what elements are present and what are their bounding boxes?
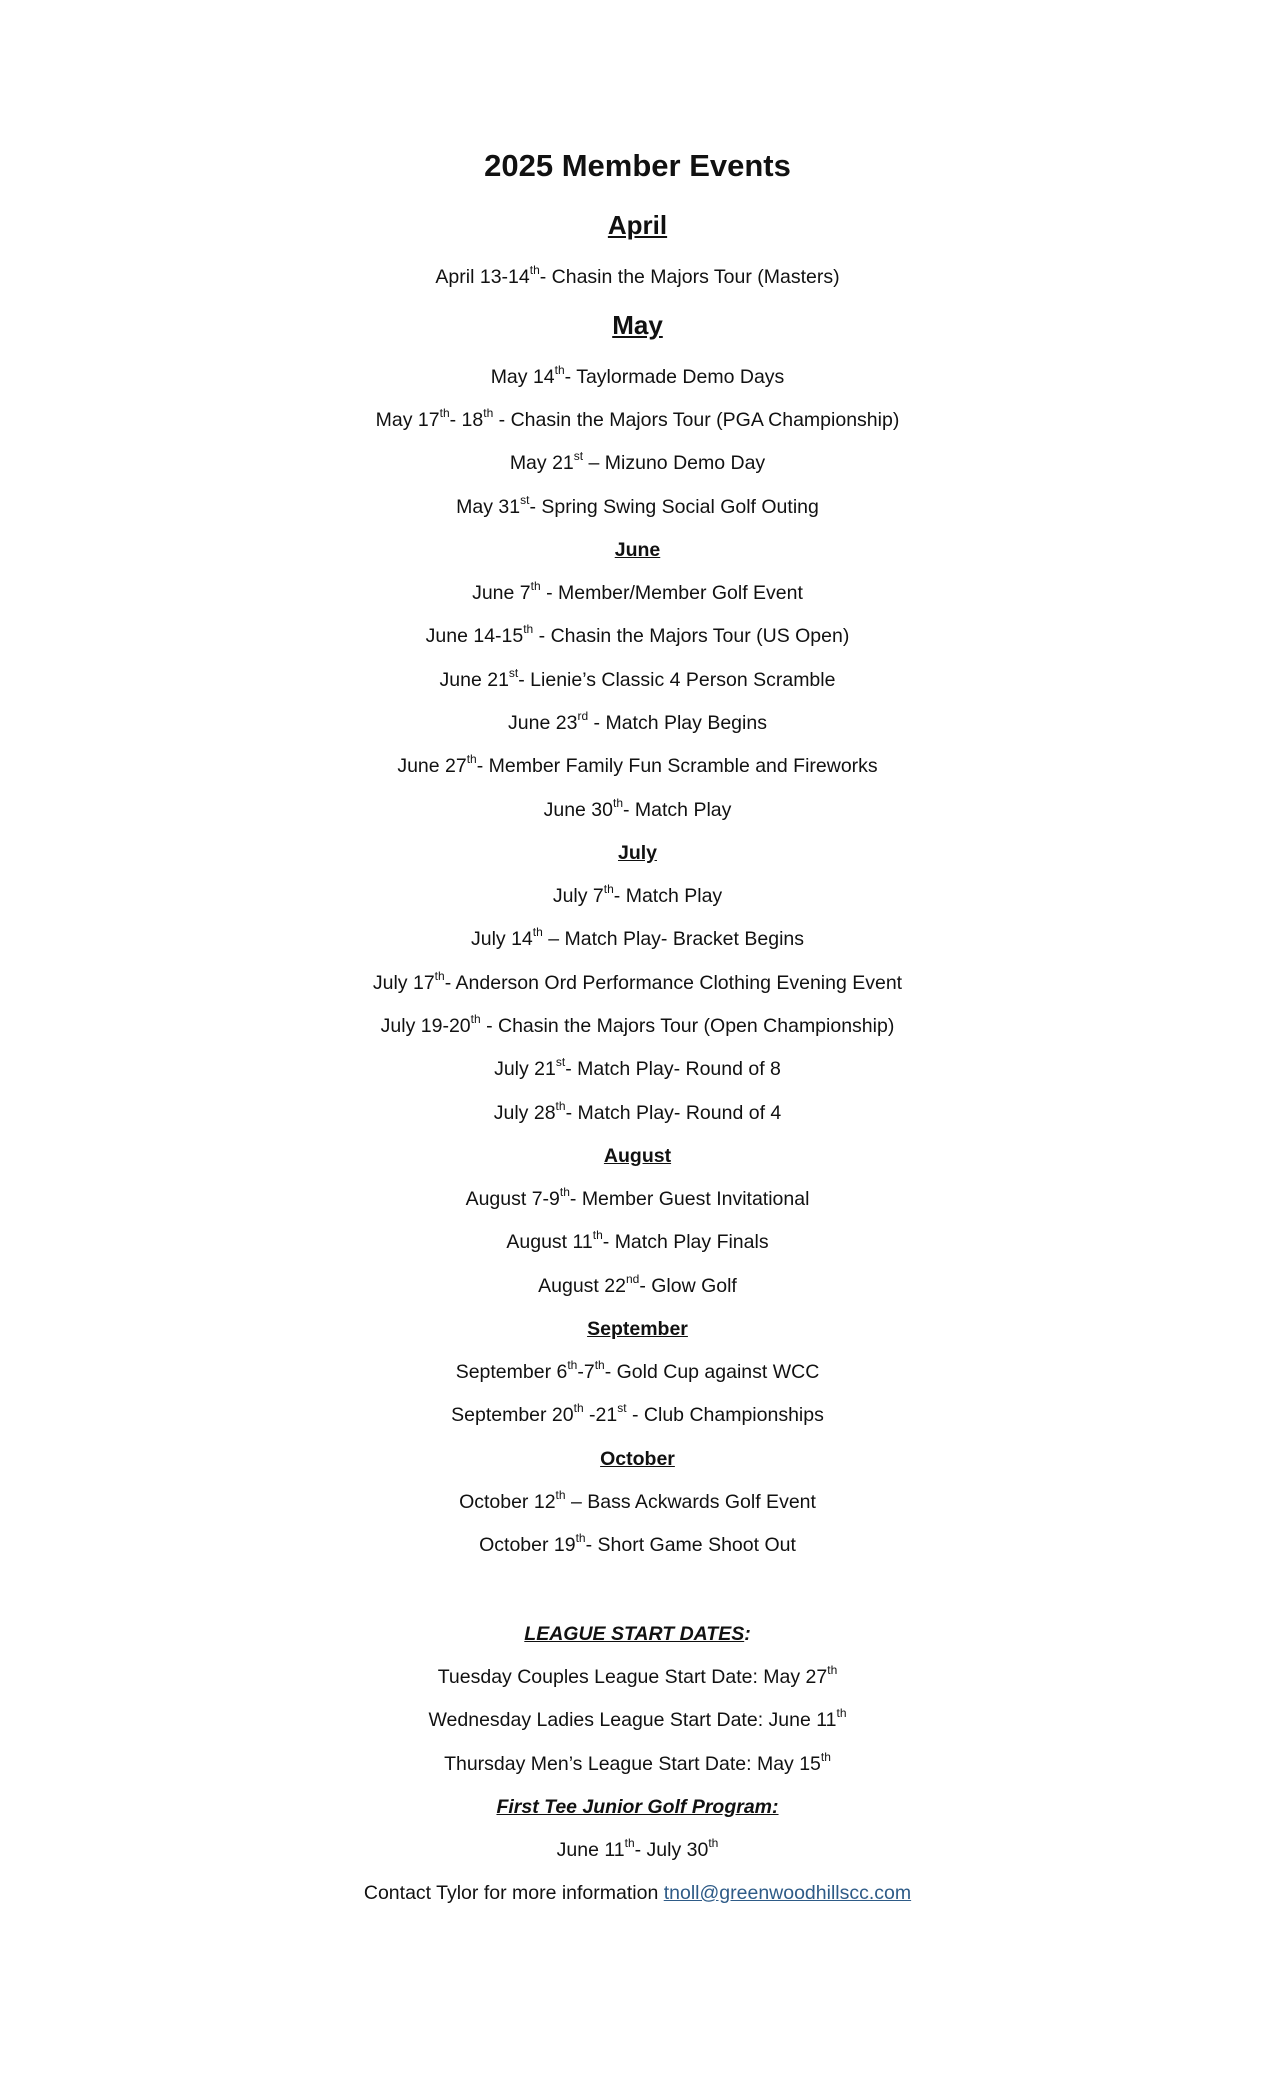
event-line: May 14th- Taylormade Demo Days [490,363,785,388]
league-heading: LEAGUE START DATES: [524,1623,751,1645]
event-line: August 22nd- Glow Golf [538,1272,737,1297]
month-heading-june: June [614,539,661,561]
event-line: June 14-15th - Chasin the Majors Tour (US Open) [425,622,850,647]
page-title: 2025 Member Events [484,148,791,183]
event-line: August 7-9th- Member Guest Invitational [465,1185,810,1210]
event-line: June 23rd - Match Play Begins [508,709,767,734]
league-line: Wednesday Ladies League Start Date: June 11th [428,1706,847,1731]
event-line: June 30th- Match Play [543,796,732,821]
event-line: July 7th- Match Play [552,882,723,907]
junior-program-heading: First Tee Junior Golf Program: [496,1796,779,1818]
event-line: September 20th -21st - Club Championships [451,1401,824,1426]
event-line: August 11th- Match Play Finals [506,1228,769,1253]
month-heading-october: October [600,1448,675,1470]
event-line: July 17th- Anderson Ord Performance Clothing Evening Event [372,969,903,994]
event-line: May 17th- 18th - Chasin the Majors Tour (PGA Championship) [375,406,900,431]
month-heading-july: July [617,842,658,864]
event-line: October 12th – Bass Ackwards Golf Event [459,1488,816,1513]
event-line: October 19th- Short Game Shoot Out [479,1531,796,1556]
event-line: July 19-20th - Chasin the Majors Tour (Open Championship) [380,1012,895,1037]
contact-text: Contact Tylor for more information [363,1882,664,1904]
event-line: July 14th – Match Play- Bracket Begins [470,925,804,950]
event-line: June 7th - Member/Member Golf Event [472,579,803,604]
event-line: June 27th- Member Family Fun Scramble and Fireworks [397,752,878,777]
month-heading-may: May [612,310,663,340]
event-line: April 13-14th- Chasin the Majors Tour (Masters) [435,263,840,288]
month-heading-september: September [587,1318,688,1340]
event-line: July 21st- Match Play- Round of 8 [494,1055,781,1080]
event-line: July 28th- Match Play- Round of 4 [493,1099,782,1124]
event-line: May 31st- Spring Swing Social Golf Outing [456,493,819,518]
league-line: Thursday Men’s League Start Date: May 15th [444,1750,831,1775]
event-line: May 21st – Mizuno Demo Day [509,449,766,474]
league-line: Tuesday Couples League Start Date: May 27th [437,1663,838,1688]
event-line: September 6th-7th- Gold Cup against WCC [455,1358,820,1383]
junior-program-dates: June 11th- July 30th [556,1836,719,1861]
email-link[interactable]: tnoll@greenwoodhillscc.com [663,1882,912,1904]
event-line: June 21st- Lienie’s Classic 4 Person Scramble [439,666,836,691]
contact-line [0,1880,1275,1906]
month-heading-april: April [607,210,668,240]
month-heading-august: August [603,1145,672,1167]
